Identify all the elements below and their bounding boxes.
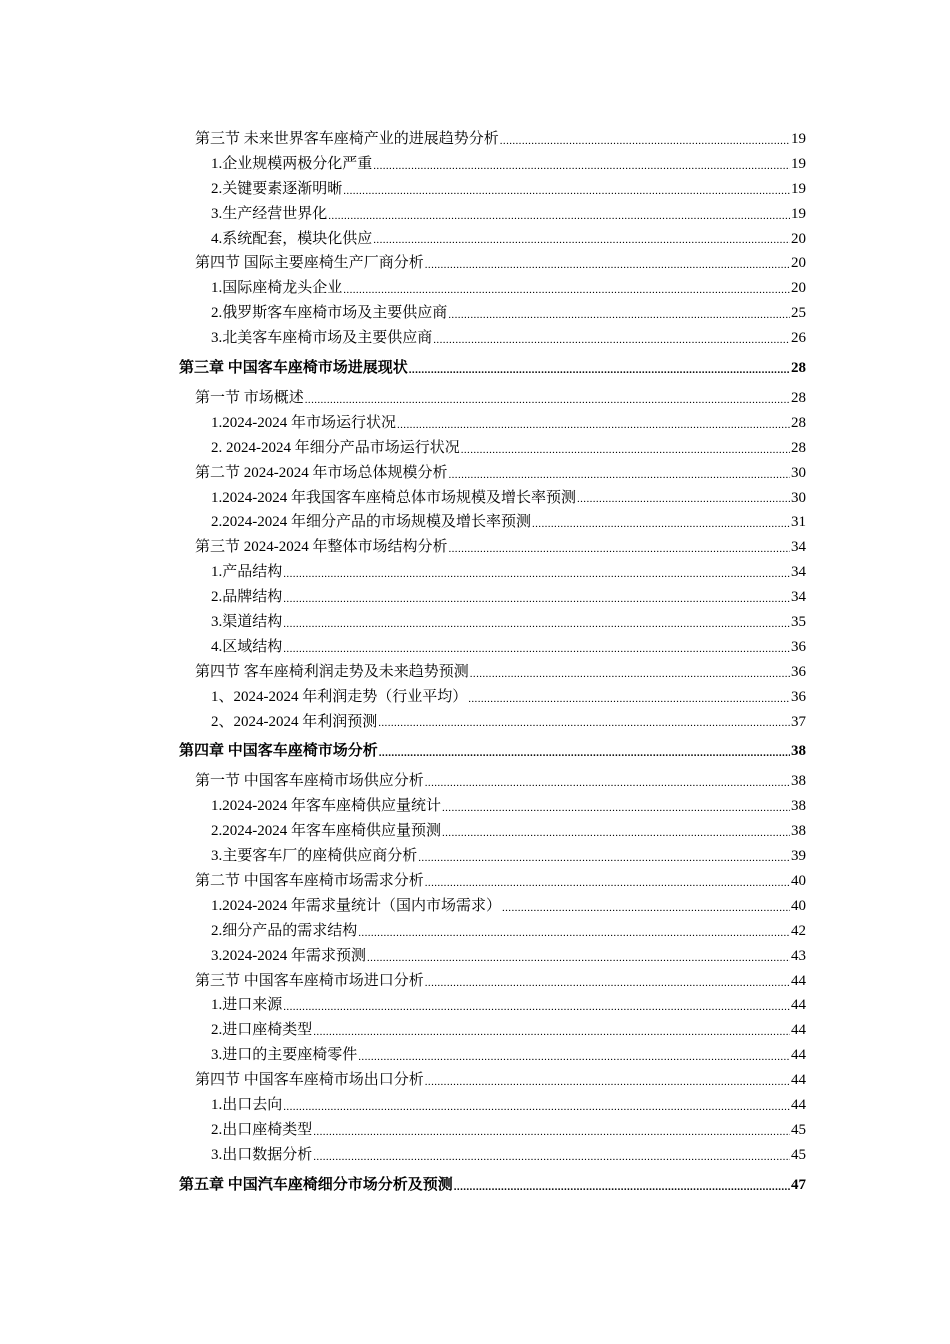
toc-item-entry[interactable]	[179, 326, 806, 351]
toc-entry-title: 1.2024-2024 年客车座椅供应量统计	[211, 798, 441, 815]
toc-entry-title: 第一节 中国客车座椅市场供应分析	[195, 773, 424, 790]
dot-leader	[313, 1018, 790, 1043]
dot-leader	[358, 1043, 790, 1068]
toc-chapter-entry[interactable]	[179, 351, 806, 386]
toc-entry-title: 第三节 2024-2024 年整体市场结构分析	[195, 539, 448, 556]
toc-section-entry[interactable]	[179, 969, 806, 994]
toc-page-number: 34	[791, 539, 806, 556]
toc-page-number: 44	[791, 1072, 806, 1089]
toc-entry-title: 2.关键要素逐渐明晰	[211, 180, 343, 197]
toc-entry-title: 第四节 国际主要座椅生产厂商分析	[195, 255, 424, 272]
toc-entry-title: 1.出口去向	[211, 1097, 283, 1114]
toc-item-entry[interactable]	[179, 1043, 806, 1068]
toc-entry-title: 3.进口的主要座椅零件	[211, 1047, 358, 1064]
toc-entry-title: 第二节 中国客车座椅市场需求分析	[195, 873, 424, 890]
dot-leader	[425, 869, 790, 894]
toc-entry-title: 3.北美客车座椅市场及主要供应商	[211, 330, 433, 347]
toc-entry-title: 4.区域结构	[211, 638, 283, 655]
dot-leader	[343, 177, 790, 202]
dot-leader	[378, 710, 790, 735]
toc-page-number: 45	[791, 1146, 806, 1163]
toc-entry-title: 2.细分产品的需求结构	[211, 922, 358, 939]
toc-entry-title: 第三节 中国客车座椅市场进口分析	[195, 972, 424, 989]
toc-entry-title: 4.系统配套，模块化供应	[211, 230, 373, 247]
toc-page-number: 19	[791, 180, 806, 197]
toc-entry-title: 1、2024-2024 年利润走势（行业平均）	[211, 688, 468, 705]
toc-page-number: 36	[791, 688, 806, 705]
dot-leader	[343, 276, 790, 301]
toc-page-number: 37	[791, 713, 806, 730]
dot-leader	[461, 436, 790, 461]
dot-leader	[433, 326, 790, 351]
dot-leader	[305, 386, 790, 411]
toc-chapter-entry[interactable]	[179, 734, 806, 769]
dot-leader	[373, 152, 790, 177]
toc-page-number: 35	[791, 614, 806, 631]
dot-leader	[502, 894, 790, 919]
toc-entry-title: 第三章 中国客车座椅市场进展现状	[179, 360, 408, 377]
toc-item-entry[interactable]	[179, 1093, 806, 1118]
dot-leader	[500, 127, 790, 152]
toc-page-number: 42	[791, 922, 806, 939]
toc-entry-title: 第二节 2024-2024 年市场总体规模分析	[195, 464, 448, 481]
toc-item-entry[interactable]	[179, 844, 806, 869]
dot-leader	[283, 635, 790, 660]
toc-page-number: 20	[791, 255, 806, 272]
toc-item-entry[interactable]	[179, 301, 806, 326]
dot-leader	[448, 301, 790, 326]
dot-leader	[397, 411, 790, 436]
toc-item-entry[interactable]	[179, 994, 806, 1019]
toc-item-entry[interactable]	[179, 1143, 806, 1168]
toc-entry-title: 2.2024-2024 年细分产品的市场规模及增长率预测	[211, 514, 531, 531]
dot-leader	[449, 461, 791, 486]
toc-page-number: 45	[791, 1121, 806, 1138]
dot-leader	[468, 685, 790, 710]
toc-item-entry[interactable]	[179, 510, 806, 535]
toc-page-number: 30	[791, 489, 806, 506]
toc-entry-title: 3.主要客车厂的座椅供应商分析	[211, 848, 418, 865]
toc-entry-title: 3.2024-2024 年需求预测	[211, 947, 366, 964]
toc-entry-title: 2.出口座椅类型	[211, 1121, 313, 1138]
toc-item-entry[interactable]	[179, 411, 806, 436]
toc-entry-title: 1.国际座椅龙头企业	[211, 280, 343, 297]
dot-leader	[283, 610, 790, 635]
toc-entry-title: 第四节 客车座椅利润走势及未来趋势预测	[195, 663, 469, 680]
toc-page-number: 40	[791, 897, 806, 914]
toc-section-entry[interactable]	[179, 1068, 806, 1093]
toc-section-entry[interactable]	[179, 386, 806, 411]
toc-entry-title: 1.2024-2024 年需求量统计（国内市场需求）	[211, 897, 501, 914]
toc-entry-title: 1.2024-2024 年我国客车座椅总体市场规模及增长率预测	[211, 489, 576, 506]
toc-section-entry[interactable]	[179, 769, 806, 794]
toc-item-entry[interactable]	[179, 1018, 806, 1043]
dot-leader	[313, 1118, 790, 1143]
toc-section-entry[interactable]	[179, 869, 806, 894]
toc-entry-title: 2.品牌结构	[211, 589, 283, 606]
toc-page-number: 43	[791, 947, 806, 964]
toc-item-entry[interactable]	[179, 1118, 806, 1143]
toc-entry-title: 3.渠道结构	[211, 614, 283, 631]
toc-section-entry[interactable]	[179, 660, 806, 685]
toc-page-number: 28	[791, 439, 806, 456]
dot-leader	[532, 510, 790, 535]
dot-leader	[418, 844, 790, 869]
toc-page-number: 44	[791, 1047, 806, 1064]
dot-leader	[283, 560, 790, 585]
toc-item-entry[interactable]	[179, 436, 806, 461]
toc-section-entry[interactable]	[179, 127, 806, 152]
toc-entry-title: 1.2024-2024 年市场运行状况	[211, 414, 396, 431]
toc-item-entry[interactable]	[179, 202, 806, 227]
toc-page-number: 28	[791, 414, 806, 431]
toc-entry-title: 第三节 未来世界客车座椅产业的进展趋势分析	[195, 130, 499, 147]
dot-leader	[449, 535, 791, 560]
toc-item-entry[interactable]	[179, 152, 806, 177]
dot-leader	[358, 919, 790, 944]
toc-page-number: 38	[791, 773, 806, 790]
toc-page-number: 31	[791, 514, 806, 531]
toc-page-number: 28	[791, 360, 806, 377]
dot-leader	[328, 202, 790, 227]
toc-page-number: 26	[791, 330, 806, 347]
toc-item-entry[interactable]	[179, 710, 806, 735]
dot-leader	[470, 660, 790, 685]
toc-entry-title: 2.俄罗斯客车座椅市场及主要供应商	[211, 305, 448, 322]
dot-leader	[379, 734, 790, 769]
toc-entry-title: 3.出口数据分析	[211, 1146, 313, 1163]
toc-item-entry[interactable]	[179, 276, 806, 301]
dot-leader	[442, 794, 790, 819]
dot-leader	[313, 1143, 790, 1168]
toc-entry-title: 2. 2024-2024 年细分产品市场运行状况	[211, 439, 460, 456]
toc-page-number: 44	[791, 972, 806, 989]
toc-page-number: 36	[791, 638, 806, 655]
dot-leader	[409, 351, 790, 386]
dot-leader	[373, 227, 790, 252]
toc-item-entry[interactable]	[179, 177, 806, 202]
toc-page-number: 40	[791, 873, 806, 890]
toc-page-number: 44	[791, 1097, 806, 1114]
toc-page-number: 44	[791, 997, 806, 1014]
toc-entry-title: 第五章 中国汽车座椅细分市场分析及预测	[179, 1176, 453, 1193]
toc-item-entry[interactable]	[179, 944, 806, 969]
dot-leader	[425, 251, 790, 276]
toc-page-number: 20	[791, 280, 806, 297]
toc-page-number: 34	[791, 589, 806, 606]
toc-page-number: 19	[791, 205, 806, 222]
dot-leader	[367, 944, 790, 969]
toc-page-number: 47	[791, 1176, 806, 1193]
toc-page-number: 39	[791, 848, 806, 865]
toc-chapter-entry[interactable]	[179, 1168, 806, 1203]
toc-entry-title: 第四章 中国客车座椅市场分析	[179, 743, 378, 760]
toc-entry-title: 2.进口座椅类型	[211, 1022, 313, 1039]
toc-entry-title: 1.产品结构	[211, 564, 283, 581]
dot-leader	[442, 819, 790, 844]
toc-item-entry[interactable]	[179, 227, 806, 252]
toc-item-entry[interactable]	[179, 610, 806, 635]
dot-leader	[454, 1168, 790, 1203]
toc-page-number: 36	[791, 663, 806, 680]
toc-section-entry[interactable]	[179, 251, 806, 276]
toc-item-entry[interactable]	[179, 486, 806, 511]
toc-entry-title: 第四节 中国客车座椅市场出口分析	[195, 1072, 424, 1089]
toc-page-number: 28	[791, 390, 806, 406]
toc-item-entry[interactable]	[179, 919, 806, 944]
toc-page-number: 38	[791, 743, 806, 760]
toc-entry-title: 3.生产经营世界化	[211, 205, 328, 222]
toc-item-entry[interactable]	[179, 894, 806, 919]
toc-item-entry[interactable]	[179, 635, 806, 660]
toc-page-number: 30	[791, 464, 806, 481]
dot-leader	[283, 1093, 790, 1118]
toc-page-number: 19	[791, 155, 806, 172]
toc-item-entry[interactable]	[179, 819, 806, 844]
toc-entry-title: 1.企业规模两极分化严重	[211, 155, 373, 172]
toc-item-entry[interactable]	[179, 794, 806, 819]
toc-entry-title: 2.2024-2024 年客车座椅供应量预测	[211, 823, 441, 840]
toc-section-entry[interactable]	[179, 535, 806, 560]
toc-page-number: 38	[791, 823, 806, 840]
toc-item-entry[interactable]	[179, 560, 806, 585]
toc-page-number: 25	[791, 305, 806, 322]
toc-entry-title: 1.进口来源	[211, 997, 283, 1014]
toc-page-number: 38	[791, 798, 806, 815]
toc-item-entry[interactable]	[179, 685, 806, 710]
toc-page-number: 34	[791, 564, 806, 581]
dot-leader	[283, 585, 790, 610]
dot-leader	[425, 969, 790, 994]
toc-item-entry[interactable]	[179, 585, 806, 610]
toc-entry-title: 第一节 市场概述	[195, 390, 304, 406]
dot-leader	[283, 994, 790, 1019]
dot-leader	[425, 1068, 790, 1093]
toc-entry-title: 2、2024-2024 年利润预测	[211, 713, 378, 730]
table-of-contents	[179, 127, 806, 1203]
dot-leader	[577, 486, 790, 511]
toc-page-number: 20	[791, 230, 806, 247]
toc-page-number: 19	[791, 130, 806, 147]
toc-section-entry[interactable]	[179, 461, 806, 486]
dot-leader	[425, 769, 790, 794]
toc-page-number: 44	[791, 1022, 806, 1039]
